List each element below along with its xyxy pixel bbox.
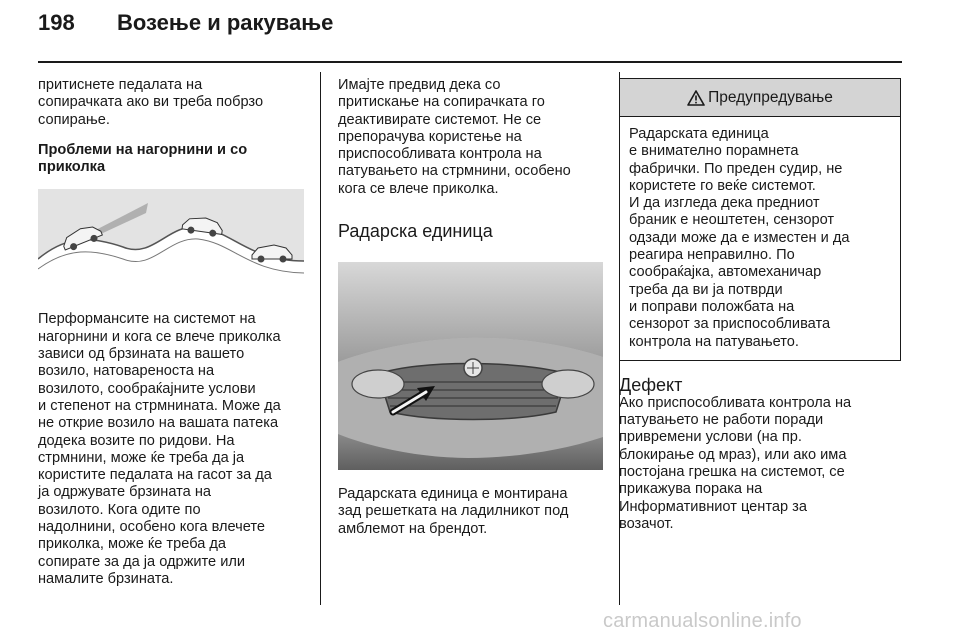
section-subheading: Проблеми на нагорнини и со приколка [38,141,248,176]
warning-header [620,79,900,117]
page-title: Возење и ракување [117,10,334,35]
section-heading: Радарска единица [338,221,493,242]
defect-paragraph: Ако приспособливата контрола на патувањето не работи поради привремени услови (на пр. блокирање од мраз), или ако има постојана грешка на системот, се прикажува порака на Информативниот центар за возачот. [619,394,852,532]
header-rule [38,61,902,63]
column-3 [619,77,901,533]
watermark: carmanualsonline.info [603,610,802,632]
defect-heading: Дефект [619,374,683,395]
column-2 [338,77,604,538]
column-divider [320,72,321,605]
radar-unit-photo [338,262,603,470]
column-1 [38,77,306,588]
hill-performance-paragraph: Перформансите на системот на нагорнини и кога се влече приколка зависи од брзината на вашето возило, натовареноста на возилото, сообраќајните услови и степенот на стрмнината. Може да не открие возило на вашата патека додека возите по ридови. На стрмнини, може ќе треба да ја користите педалата на гасот за да ја одржувате брзината на возилото. Кога одите по надолнини, особено кога влечете приколка, може ќе треба да сопирате за да ја одржите или намалите брзината. [38,311,281,587]
page-number: 198 [38,10,75,35]
intro-paragraph: притиснете педалата на сопирачката ако ви треба побрзо сопирање. [38,77,264,128]
warning-box [619,78,901,361]
hill-driving-illustration [38,189,304,295]
warning-title: Предупредување [708,88,833,106]
warning-triangle-icon [687,90,705,106]
brake-note-paragraph: Имајте предвид дека со притискање на сопирачката го деактивирате системот. Не се препорачува користење на приспособливата контрола на патувањето на стрмнини, особено кога се влече приколка. [338,77,571,197]
radar-caption: Радарската единица е монтирана зад решетката на ладилникот под амблемот на брендот. [338,486,569,537]
warning-body: Радарската единица е внимателно порамнета фабрички. По преден судир, не користете го веќе системот. И да изгледа дека предниот браник е неоштетен, сензорот одзади може да е изместен и да реагира неправилно. По сообраќајка, автомеханичар треба да ви ја потврди и поправи положбата на сензорот за приспособливата контрола на патувањето. [629,126,850,350]
